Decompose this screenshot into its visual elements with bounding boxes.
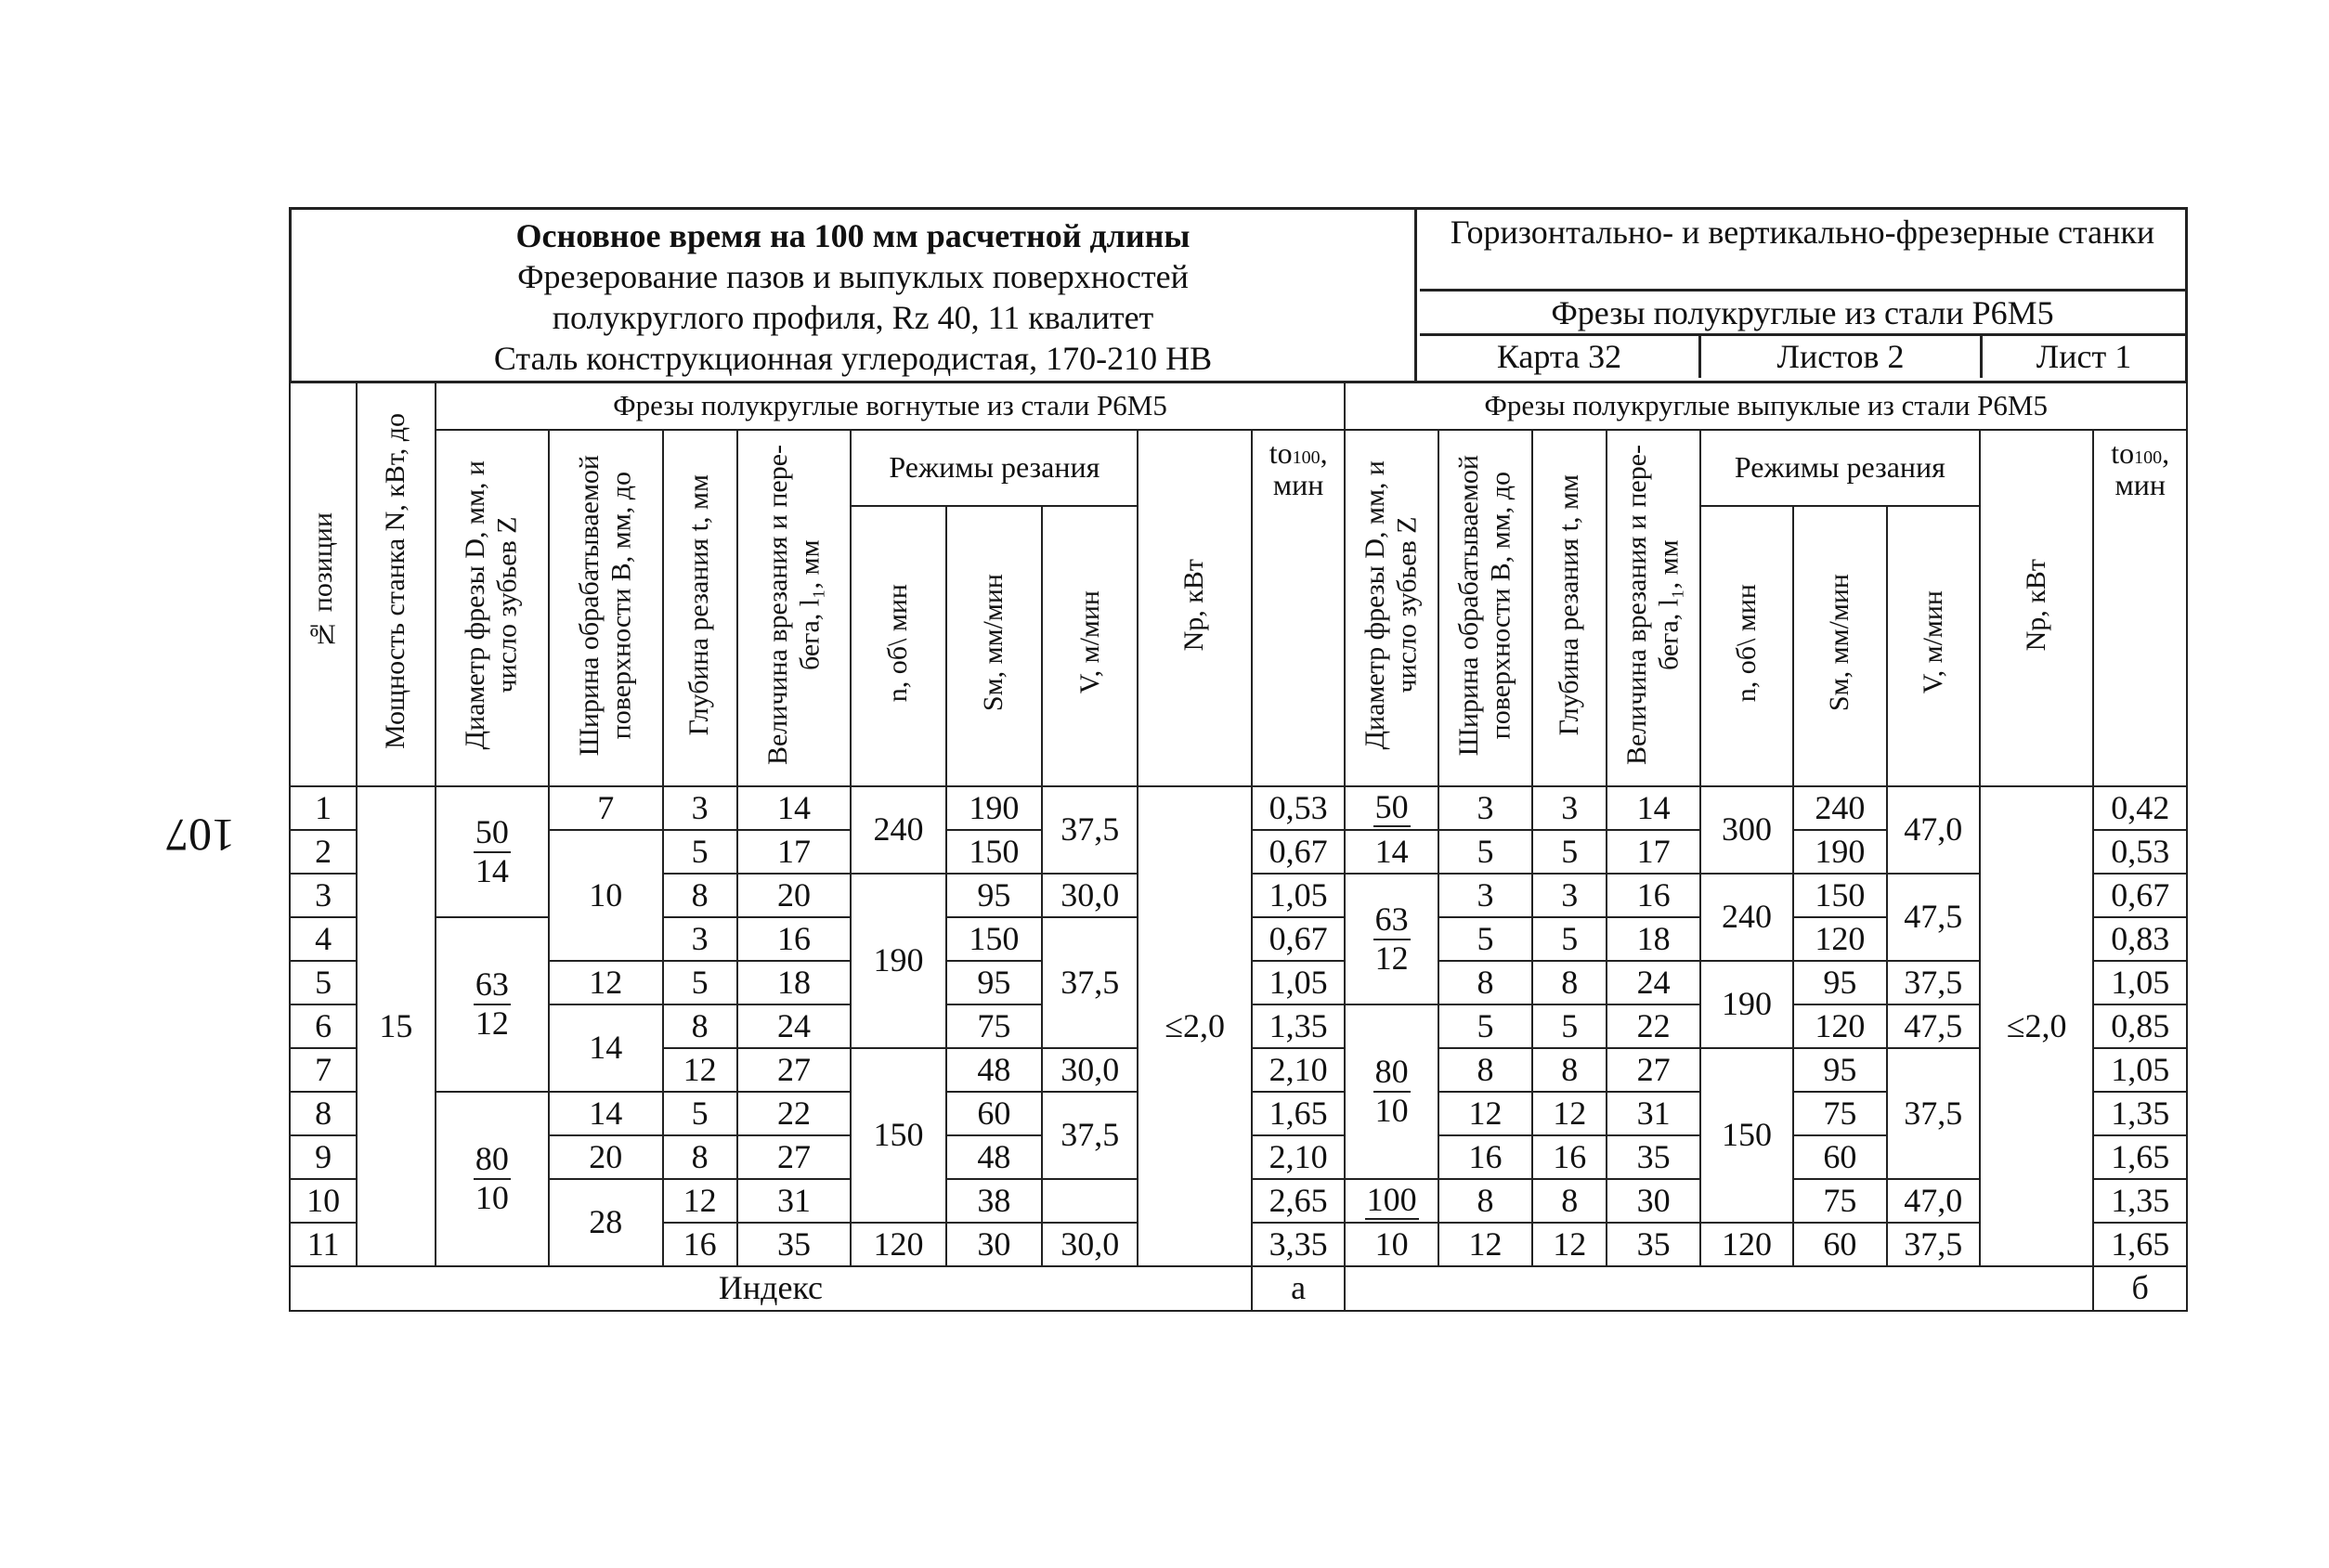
convex-depth-cell: 3 — [1532, 874, 1607, 917]
card-title: Основное время на 100 мм расчетной длины — [515, 217, 1191, 254]
convex-v-cell: 37,5 — [1887, 1048, 1980, 1179]
concave-to-cell: 1,65 — [1252, 1092, 1345, 1135]
concave-width-cell: 7 — [549, 786, 662, 830]
concave-v-cell: 37,5 — [1042, 1092, 1138, 1179]
col-power-header: Мощность станка N, кВт, до — [357, 382, 435, 786]
position-cell: 5 — [290, 961, 357, 1004]
convex-sm-cell: 120 — [1793, 917, 1886, 961]
concave-v-cell: 37,5 — [1042, 917, 1138, 1048]
concave-depth-cell: 5 — [663, 961, 737, 1004]
card-header — [289, 207, 2188, 383]
position-cell: 10 — [290, 1179, 357, 1223]
table-row — [290, 786, 2187, 830]
convex-width-cell: 8 — [1438, 1179, 1532, 1223]
concave-n-cell: 150 — [851, 1048, 945, 1223]
concave-depth-cell: 3 — [663, 917, 737, 961]
power-cell: 15 — [357, 786, 435, 1266]
cutting-time-table — [289, 381, 2188, 1312]
convex-sm-cell: 150 — [1793, 874, 1886, 917]
concave-n-cell: 120 — [851, 1223, 945, 1266]
convex-sm-cell: 95 — [1793, 1048, 1886, 1092]
concave-to-cell: 0,53 — [1252, 786, 1345, 830]
concave-to-cell: 0,67 — [1252, 917, 1345, 961]
convex-depth-cell: 8 — [1532, 1179, 1607, 1223]
concave-to-cell: 3,35 — [1252, 1223, 1345, 1266]
concave-sm-cell: 75 — [946, 1004, 1042, 1048]
convex-sm-cell: 95 — [1793, 961, 1886, 1004]
sheet-number: Лист 1 — [2036, 338, 2132, 375]
concave-to-cell: 1,35 — [1252, 1004, 1345, 1048]
convex-sm-cell: 75 — [1793, 1092, 1886, 1135]
col-overrun-header: Величина врезания и пере- бега, l₁, мм — [737, 430, 851, 786]
concave-to-cell: 1,05 — [1252, 874, 1345, 917]
convex-sm-cell: 60 — [1793, 1135, 1886, 1179]
convex-to-cell: 1,05 — [2093, 1048, 2187, 1092]
concave-np-cell: ≤2,0 — [1138, 786, 1251, 1266]
card-subtitle-1: Фрезерование пазов и выпуклых поверхностей — [517, 258, 1189, 295]
concave-overrun-cell: 27 — [737, 1048, 851, 1092]
col-to-header-2: to100, мин — [2093, 430, 2187, 786]
convex-n-cell: 240 — [1700, 874, 1793, 961]
index-a: а — [1252, 1266, 1345, 1311]
convex-n-cell: 300 — [1700, 786, 1793, 874]
tool-type: Фрезы полукруглые из стали Р6М5 — [1420, 292, 2185, 336]
card-info-block — [1420, 210, 2185, 381]
convex-overrun-cell: 18 — [1607, 917, 1699, 961]
concave-depth-cell: 16 — [663, 1223, 737, 1266]
concave-depth-cell: 8 — [663, 874, 737, 917]
convex-diam-cell: 10 — [1345, 1223, 1438, 1266]
convex-to-cell: 1,05 — [2093, 961, 2187, 1004]
col-sm-header-2: Sм, мм/мин — [1793, 506, 1886, 786]
col-np-header-2: Np, кВт — [1980, 430, 2093, 786]
convex-sm-cell: 60 — [1793, 1223, 1886, 1266]
concave-sm-cell: 60 — [946, 1092, 1042, 1135]
convex-overrun-cell: 31 — [1607, 1092, 1699, 1135]
convex-depth-cell: 5 — [1532, 917, 1607, 961]
index-label: Индекс — [290, 1266, 1252, 1311]
concave-to-cell: 0,67 — [1252, 830, 1345, 874]
position-cell: 8 — [290, 1092, 357, 1135]
convex-to-cell: 0,42 — [2093, 786, 2187, 830]
convex-v-cell: 37,5 — [1887, 961, 1980, 1004]
convex-width-cell: 12 — [1438, 1092, 1532, 1135]
concave-sm-cell: 30 — [946, 1223, 1042, 1266]
concave-width-cell: 14 — [549, 1004, 662, 1092]
convex-to-cell: 0,67 — [2093, 874, 2187, 917]
position-cell: 11 — [290, 1223, 357, 1266]
position-cell: 7 — [290, 1048, 357, 1092]
concave-sm-cell: 150 — [946, 830, 1042, 874]
concave-overrun-cell: 20 — [737, 874, 851, 917]
col-n-header-2: n, об\ мин — [1700, 506, 1793, 786]
convex-np-cell: ≤2,0 — [1980, 786, 2093, 1266]
convex-diam-cell: 14 — [1345, 830, 1438, 874]
convex-depth-cell: 16 — [1532, 1135, 1607, 1179]
position-cell: 2 — [290, 830, 357, 874]
index-empty — [1345, 1266, 2093, 1311]
convex-overrun-cell: 30 — [1607, 1179, 1699, 1223]
convex-depth-cell: 8 — [1532, 1048, 1607, 1092]
concave-sm-cell: 38 — [946, 1179, 1042, 1223]
concave-sm-cell: 48 — [946, 1048, 1042, 1092]
convex-width-cell: 16 — [1438, 1135, 1532, 1179]
concave-overrun-cell: 17 — [737, 830, 851, 874]
position-cell: 3 — [290, 874, 357, 917]
convex-depth-cell: 3 — [1532, 786, 1607, 830]
concave-v-cell: 30,0 — [1042, 1223, 1138, 1266]
concave-diam-cell: $\frac{80}{10}$ — [436, 1092, 549, 1266]
convex-depth-cell: 12 — [1532, 1092, 1607, 1135]
convex-width-cell: 5 — [1438, 830, 1532, 874]
position-cell: 6 — [290, 1004, 357, 1048]
convex-v-cell: 47,0 — [1887, 786, 1980, 874]
convex-overrun-cell: 22 — [1607, 1004, 1699, 1048]
index-b: б — [2093, 1266, 2187, 1311]
convex-width-cell: 12 — [1438, 1223, 1532, 1266]
convex-diam-cell: $\frac{80}{10}$ — [1345, 1004, 1438, 1179]
card-title-block — [292, 210, 1417, 381]
convex-to-cell: 0,53 — [2093, 830, 2187, 874]
concave-overrun-cell: 18 — [737, 961, 851, 1004]
concave-overrun-cell: 16 — [737, 917, 851, 961]
convex-overrun-cell: 35 — [1607, 1223, 1699, 1266]
concave-sm-cell: 95 — [946, 961, 1042, 1004]
concave-depth-cell: 5 — [663, 1092, 737, 1135]
concave-to-cell: 2,10 — [1252, 1048, 1345, 1092]
concave-depth-cell: 5 — [663, 830, 737, 874]
col-v-header: V, м/мин — [1042, 506, 1138, 786]
concave-diam-cell: $\frac{50}{14}$ — [436, 786, 549, 917]
convex-to-cell: 0,83 — [2093, 917, 2187, 961]
concave-depth-cell: 3 — [663, 786, 737, 830]
col-overrun-header-2: Величина врезания и пере- бега, l₁, мм — [1607, 430, 1699, 786]
concave-to-cell: 2,10 — [1252, 1135, 1345, 1179]
machines-type: Горизонтально- и вертикально-фрезерные станки — [1420, 210, 2185, 292]
concave-sm-cell: 48 — [946, 1135, 1042, 1179]
concave-overrun-cell: 31 — [737, 1179, 851, 1223]
convex-to-cell: 1,35 — [2093, 1179, 2187, 1223]
concave-width-cell: 28 — [549, 1179, 662, 1266]
convex-sm-cell: 240 — [1793, 786, 1886, 830]
convex-overrun-cell: 16 — [1607, 874, 1699, 917]
concave-depth-cell: 8 — [663, 1004, 737, 1048]
sheets-count: Листов 2 — [1701, 336, 1983, 378]
concave-width-cell: 20 — [549, 1135, 662, 1179]
convex-width-cell: 8 — [1438, 961, 1532, 1004]
convex-v-cell: 47,5 — [1887, 1004, 1980, 1048]
convex-width-cell: 3 — [1438, 786, 1532, 830]
position-cell: 4 — [290, 917, 357, 961]
concave-to-cell: 2,65 — [1252, 1179, 1345, 1223]
concave-v-cell — [1042, 1179, 1138, 1223]
convex-depth-cell: 12 — [1532, 1223, 1607, 1266]
concave-width-cell: 10 — [549, 830, 662, 961]
concave-v-cell: 30,0 — [1042, 874, 1138, 917]
concave-sm-cell: 150 — [946, 917, 1042, 961]
col-depth-header-2: Глубина резания t, мм — [1532, 430, 1607, 786]
concave-depth-cell: 12 — [663, 1179, 737, 1223]
concave-sm-cell: 95 — [946, 874, 1042, 917]
concave-overrun-cell: 14 — [737, 786, 851, 830]
convex-depth-cell: 5 — [1532, 830, 1607, 874]
col-diam-header-2: Диаметр фрезы D, мм, и число зубьев Z — [1345, 430, 1438, 786]
index-row — [290, 1266, 2187, 1311]
concave-overrun-cell: 35 — [737, 1223, 851, 1266]
col-width-header-2: Ширина обрабатываемой поверхности В, мм, до — [1438, 430, 1532, 786]
concave-width-cell: 12 — [549, 961, 662, 1004]
convex-n-cell: 150 — [1700, 1048, 1793, 1223]
concave-sm-cell: 190 — [946, 786, 1042, 830]
convex-v-cell: 37,5 — [1887, 1223, 1980, 1266]
convex-n-cell: 120 — [1700, 1223, 1793, 1266]
convex-depth-cell: 5 — [1532, 1004, 1607, 1048]
convex-overrun-cell: 24 — [1607, 961, 1699, 1004]
concave-v-cell: 30,0 — [1042, 1048, 1138, 1092]
concave-depth-cell: 8 — [663, 1135, 737, 1179]
col-np-header: Np, кВт — [1138, 430, 1251, 786]
card-subtitle-2: полукруглого профиля, Rz 40, 11 квалитет — [552, 299, 1154, 336]
concave-overrun-cell: 22 — [737, 1092, 851, 1135]
concave-n-cell: 240 — [851, 786, 945, 874]
convex-to-cell: 1,35 — [2093, 1092, 2187, 1135]
convex-diam-cell: $\frac{63}{12}$ — [1345, 874, 1438, 1004]
convex-v-cell: 47,5 — [1887, 874, 1980, 961]
convex-v-cell: 47,0 — [1887, 1179, 1980, 1223]
col-modes-header-2: Режимы резания — [1700, 430, 1980, 506]
card-subtitle-3: Сталь конструкционная углеродистая, 170-210 HB — [493, 340, 1213, 377]
convex-sm-cell: 120 — [1793, 1004, 1886, 1048]
card-number: Карта 32 — [1420, 336, 1701, 378]
page-number: 107 — [165, 810, 235, 862]
position-cell: 9 — [290, 1135, 357, 1179]
convex-to-cell: 0,85 — [2093, 1004, 2187, 1048]
col-depth-header: Глубина резания t, мм — [663, 430, 737, 786]
convex-width-cell: 5 — [1438, 917, 1532, 961]
concave-diam-cell: $\frac{63}{12}$ — [436, 917, 549, 1092]
col-n-header: n, об\ мин — [851, 506, 945, 786]
convex-overrun-cell: 27 — [1607, 1048, 1699, 1092]
col-width-header: Ширина обрабатываемой поверхности В, мм, до — [549, 430, 662, 786]
convex-width-cell: 8 — [1438, 1048, 1532, 1092]
convex-n-cell: 190 — [1700, 961, 1793, 1048]
convex-depth-cell: 8 — [1532, 961, 1607, 1004]
col-modes-header: Режимы резания — [851, 430, 1138, 506]
convex-overrun-cell: 17 — [1607, 830, 1699, 874]
concave-depth-cell: 12 — [663, 1048, 737, 1092]
concave-width-cell: 14 — [549, 1092, 662, 1135]
convex-overrun-cell: 35 — [1607, 1135, 1699, 1179]
concave-to-cell: 1,05 — [1252, 961, 1345, 1004]
concave-overrun-cell: 24 — [737, 1004, 851, 1048]
convex-diam-cell: 50 — [1345, 786, 1438, 830]
concave-n-cell: 190 — [851, 874, 945, 1048]
col-sm-header: Sм, мм/мин — [946, 506, 1042, 786]
convex-width-cell: 3 — [1438, 874, 1532, 917]
convex-to-cell: 1,65 — [2093, 1223, 2187, 1266]
group-convex-header: Фрезы полукруглые выпуклые из стали Р6М5 — [1345, 382, 2187, 430]
position-cell: 1 — [290, 786, 357, 830]
convex-overrun-cell: 14 — [1607, 786, 1699, 830]
col-v-header-2: V, м/мин — [1887, 506, 1980, 786]
col-to-header: to100, мин — [1252, 430, 1345, 786]
concave-v-cell: 37,5 — [1042, 786, 1138, 874]
group-concave-header: Фрезы полукруглые вогнутые из стали Р6М5 — [436, 382, 1346, 430]
convex-width-cell: 5 — [1438, 1004, 1532, 1048]
col-diam-header: Диаметр фрезы D, мм, и число зубьев Z — [436, 430, 549, 786]
convex-to-cell: 1,65 — [2093, 1135, 2187, 1179]
convex-sm-cell: 75 — [1793, 1179, 1886, 1223]
concave-overrun-cell: 27 — [737, 1135, 851, 1179]
col-position-header: № позиции — [290, 382, 357, 786]
card-numbers — [1420, 336, 2185, 378]
convex-sm-cell: 190 — [1793, 830, 1886, 874]
convex-diam-cell: 100 — [1345, 1179, 1438, 1223]
